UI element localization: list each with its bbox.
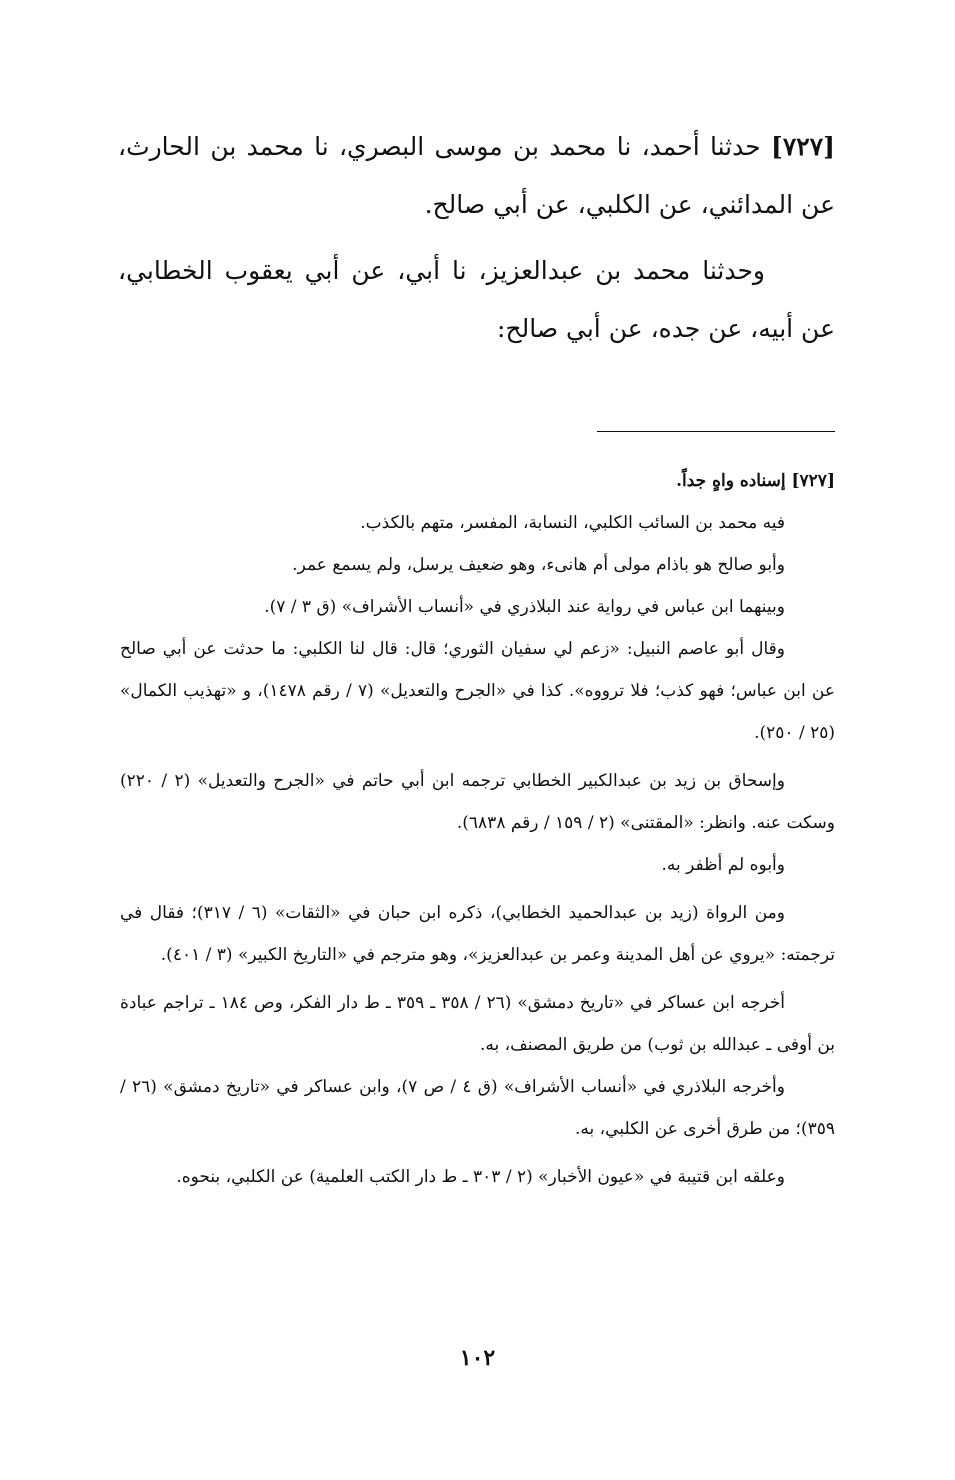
footnote-separator [597, 431, 835, 432]
footnote-heading: [٧٢٧] إسناده واهٍ جداً. [676, 471, 835, 491]
footnote-line: وقال أبو عاصم النبيل: «زعم لي سفيان الثوري؛ قال: قال لنا الكلبي: ما حدثت عن أبي صالح عن ابن عباس؛ فهو كذب؛ فلا ترووه». كذا في «الجرح والتعديل» (٧ / رقم ١٤٧٨)، و «تهذيب الكمال» (٢٥ / ٢٥٠). [120, 639, 835, 743]
footnote-line: ومن الرواة (زيد بن عبدالحميد الخطابي)، ذكره ابن حبان في «الثقات» (٦ / ٣١٧)؛ فقال في ترجمته: «يروي عن أهل المدينة وعمر بن عبدالعزيز»، وهو مترجم في «التاريخ الكبير» (٣ / ٤٠١). [120, 903, 835, 965]
hadith-paragraph-1 [118, 118, 835, 234]
page-number: ١٠٢ [459, 1345, 496, 1371]
main-text-block [118, 118, 835, 358]
footnote-line: أخرجه ابن عساكر في «تاريخ دمشق» (٢٦ / ٣٥٨ ـ ٣٥٩ ـ ط دار الفكر، وص ١٨٤ ـ تراجم عبادة بن أوفى ـ عبدالله بن ثوب) من طريق المصنف، به. [120, 993, 835, 1055]
hadith-number: [٧٢٧] [771, 132, 835, 161]
footnote-line: وعلقه ابن قتيبة في «عيون الأخبار» (٢ / ٣٠٣ ـ ط دار الكتب العلمية) عن الكلبي، بنحوه. [176, 1167, 785, 1187]
footnote-line: وبينهما ابن عباس في رواية عند البلاذري في «أنساب الأشراف» (ق ٣ / ٧). [264, 597, 785, 617]
hadith-chain-text: حدثنا أحمد، نا محمد بن موسى البصري، نا محمد بن الحارث، عن المدائني، عن الكلبي، عن أبي صالح. [118, 132, 835, 219]
footnote-line: وأخرجه البلاذري في «أنساب الأشراف» (ق ٤ / ص ٧)، وابن عساكر في «تاريخ دمشق» (٢٦ / ٣٥٩)؛ من طرق أخرى عن الكلبي، به. [120, 1077, 835, 1139]
footnote-line: فيه محمد بن السائب الكلبي، النسابة، المفسر، متهم بالكذب. [360, 513, 785, 533]
footnote-line: وأبو صالح هو باذام مولى أم هانىء، وهو ضعيف يرسل، ولم يسمع عمر. [292, 555, 785, 575]
footnote-line: وإسحاق بن زيد بن عبدالكبير الخطابي ترجمه ابن أبي حاتم في «الجرح والتعديل» (٢ / ٢٢٠) وسكت عنه. وانظر: «المقتنى» (٢ / ١٥٩ / رقم ٦٨٣٨). [120, 771, 835, 833]
hadith-paragraph-2: وحدثنا محمد بن عبدالعزيز، نا أبي، عن أبي يعقوب الخطابي، عن أبيه، عن جده، عن أبي صالح: [118, 256, 835, 343]
footnotes-block [120, 460, 835, 1198]
footnote-line: وأبوه لم أظفر به. [661, 855, 785, 875]
